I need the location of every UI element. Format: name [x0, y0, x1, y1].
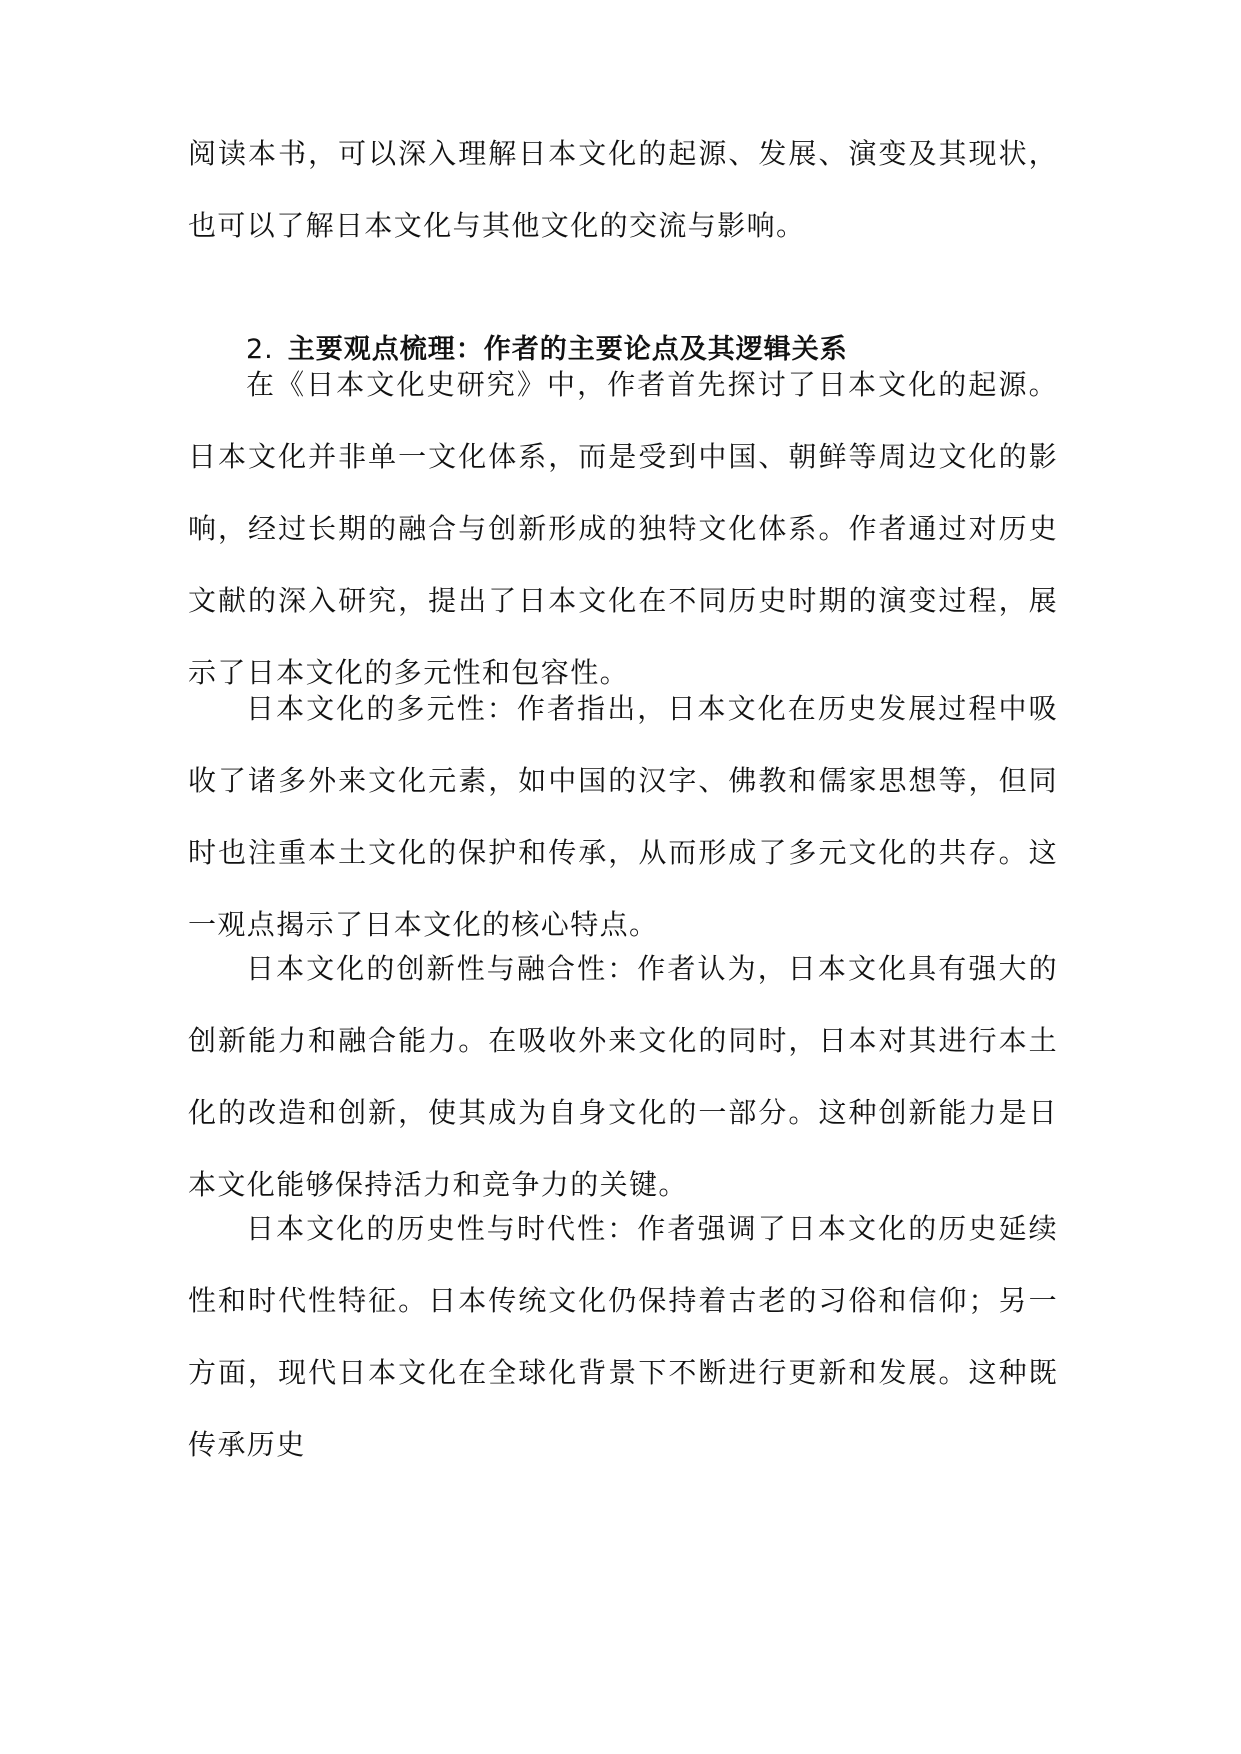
innovation-paragraph: 日本文化的创新性与融合性：作者认为，日本文化具有强大的创新能力和融合能力。在吸收外来文化的同时，日本对其进行本土化的改造和创新，使其成为自身文化的一部分。这种创新能力是日本文化能够保持活力和竞争力的关键。 [188, 952, 1058, 1201]
history-paragraph: 日本文化的历史性与时代性：作者强调了日本文化的历史延续性和时代性特征。日本传统文化仍保持着古老的习俗和信仰；另一方面，现代日本文化在全球化背景下不断进行更新和发展。这种既传承历史 [188, 1212, 1058, 1461]
section-number: 2. [246, 334, 274, 365]
diversity-paragraph: 日本文化的多元性：作者指出，日本文化在历史发展过程中吸收了诸多外来文化元素，如中国的汉字、佛教和儒家思想等，但同时也注重本土文化的保护和传承，从而形成了多元文化的共存。这一观点揭示了日本文化的核心特点。 [188, 692, 1058, 941]
section-title: 主要观点梳理：作者的主要论点及其逻辑关系 [287, 334, 848, 365]
intro-paragraph: 阅读本书，可以深入理解日本文化的起源、发展、演变及其现状，也可以了解日本文化与其他文化的交流与影响。 [188, 137, 1058, 242]
origin-paragraph: 在《日本文化史研究》中，作者首先探讨了日本文化的起源。日本文化并非单一文化体系，而是受到中国、朝鲜等周边文化的影响，经过长期的融合与创新形成的独特文化体系。作者通过对历史文献的深入研究，提出了日本文化在不同历史时期的演变过程，展示了日本文化的多元性和包容性。 [188, 368, 1058, 689]
